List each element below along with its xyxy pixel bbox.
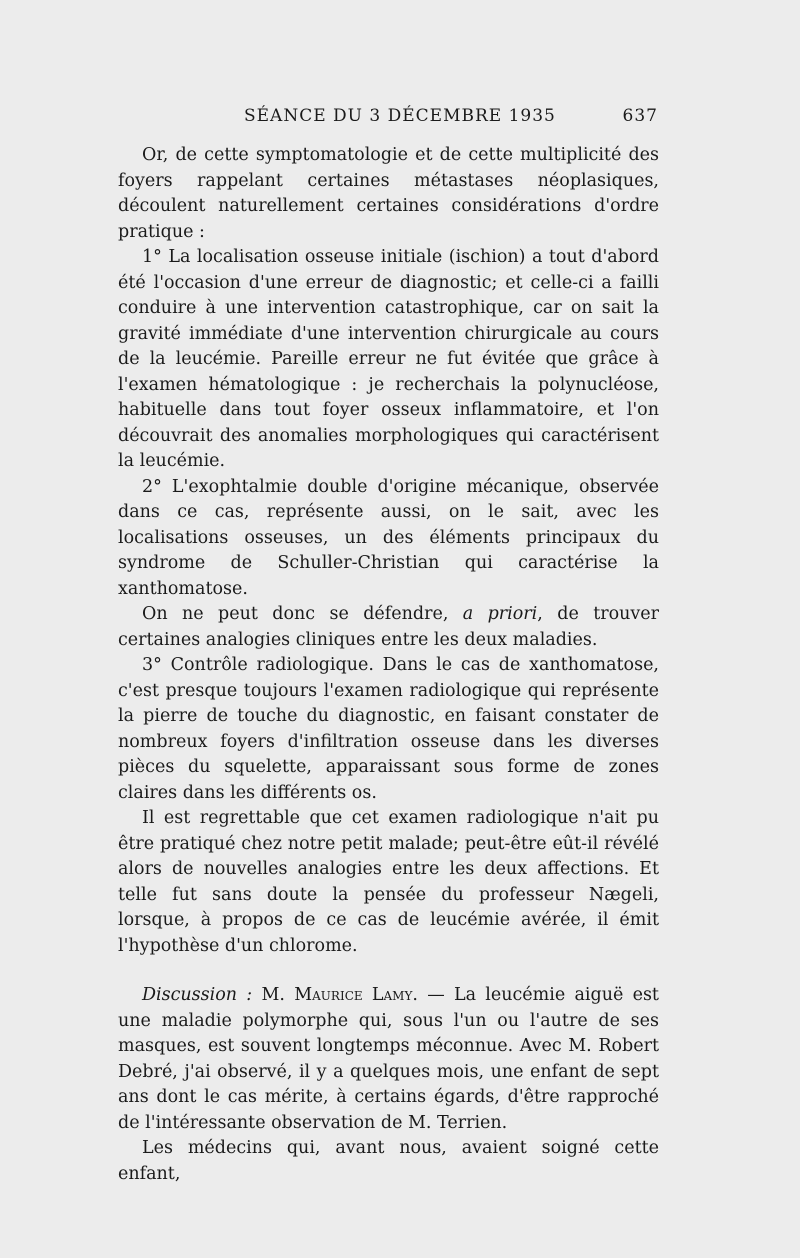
discussion-text: — La leucémie aiguë est une maladie polymorphe qui, sous l'un ou l'autre de ses masques, est souvent longtemps méconnue. Avec M. Robert Debré, j'ai observé, il y a quelques mois, une enfant de sept ans dont le cas mérite, à certains égards, d'être rapproché de l'intéressante observation de M. Terrien. (118, 985, 659, 1133)
body-text (118, 143, 659, 1187)
page-number: 637 (622, 106, 658, 126)
paragraph: 2° L'exophtalmie double d'origine mécanique, observée dans ce cas, représente aussi, on le sait, avec les localisations osseuses, un des éléments principaux du syndrome de Schuller-Christian qui caractérise la xanthomatose. (118, 476, 659, 599)
paragraph-text: On ne peut donc se défendre, (142, 604, 463, 624)
paragraph: 1° La localisation osseuse initiale (ischion) a tout d'abord été l'occasion d'une erreur de diagnostic; et celle-ci a failli conduire à une intervention catastrophique, car on sait la gravité immédiate d'une intervention chirurgicale au cours de la leucémie. Pareille erreur ne fut évitée que grâce à l'examen hématologique : je recherchais la polynucléose, habituelle dans tout foyer osseux inflammatoire, et l'on découvrait des anomalies morphologiques qui caractérisent la leucémie. (118, 247, 659, 471)
running-title: SÉANCE DU 3 DÉCEMBRE 1935 (244, 106, 556, 126)
speaker-prefix: M. (261, 985, 285, 1005)
paragraph: Les médecins qui, avant nous, avaient soigné cette enfant, (118, 1138, 659, 1184)
discussion-label: Discussion : (142, 985, 253, 1005)
italic-phrase: a priori (462, 604, 538, 624)
paragraph: 3° Contrôle radiologique. Dans le cas de xanthomatose, c'est presque toujours l'examen radiologique qui représente la pierre de touche du diagnostic, en faisant constater de nombreux foyers d'infiltration osseuse dans les diverses pièces du squelette, apparaissant sous forme de zones claires dans les différents os. (118, 655, 659, 803)
page-header (118, 106, 658, 132)
speaker-name: Maurice Lamy. (294, 985, 418, 1005)
paragraph: Or, de cette symptomatologie et de cette multiplicité des foyers rappelant certaines métastases néoplasiques, découlent naturellement certaines considérations d'ordre pratique : (118, 145, 659, 242)
paragraph (118, 602, 659, 653)
paragraph: Il est regrettable que cet examen radiologique n'ait pu être pratiqué chez notre petit malade; peut-être eût-il révélé alors de nouvelles analogies entre les deux affections. Et telle fut sans doute la pensée du professeur Nægeli, lorsque, à propos de ce cas de leucémie avérée, il émit l'hypothèse d'un chlorome. (118, 808, 659, 956)
paragraph-text: , de trouver certaines analogies cliniques entre les deux maladies. (118, 604, 660, 650)
discussion-paragraph (118, 983, 659, 1136)
